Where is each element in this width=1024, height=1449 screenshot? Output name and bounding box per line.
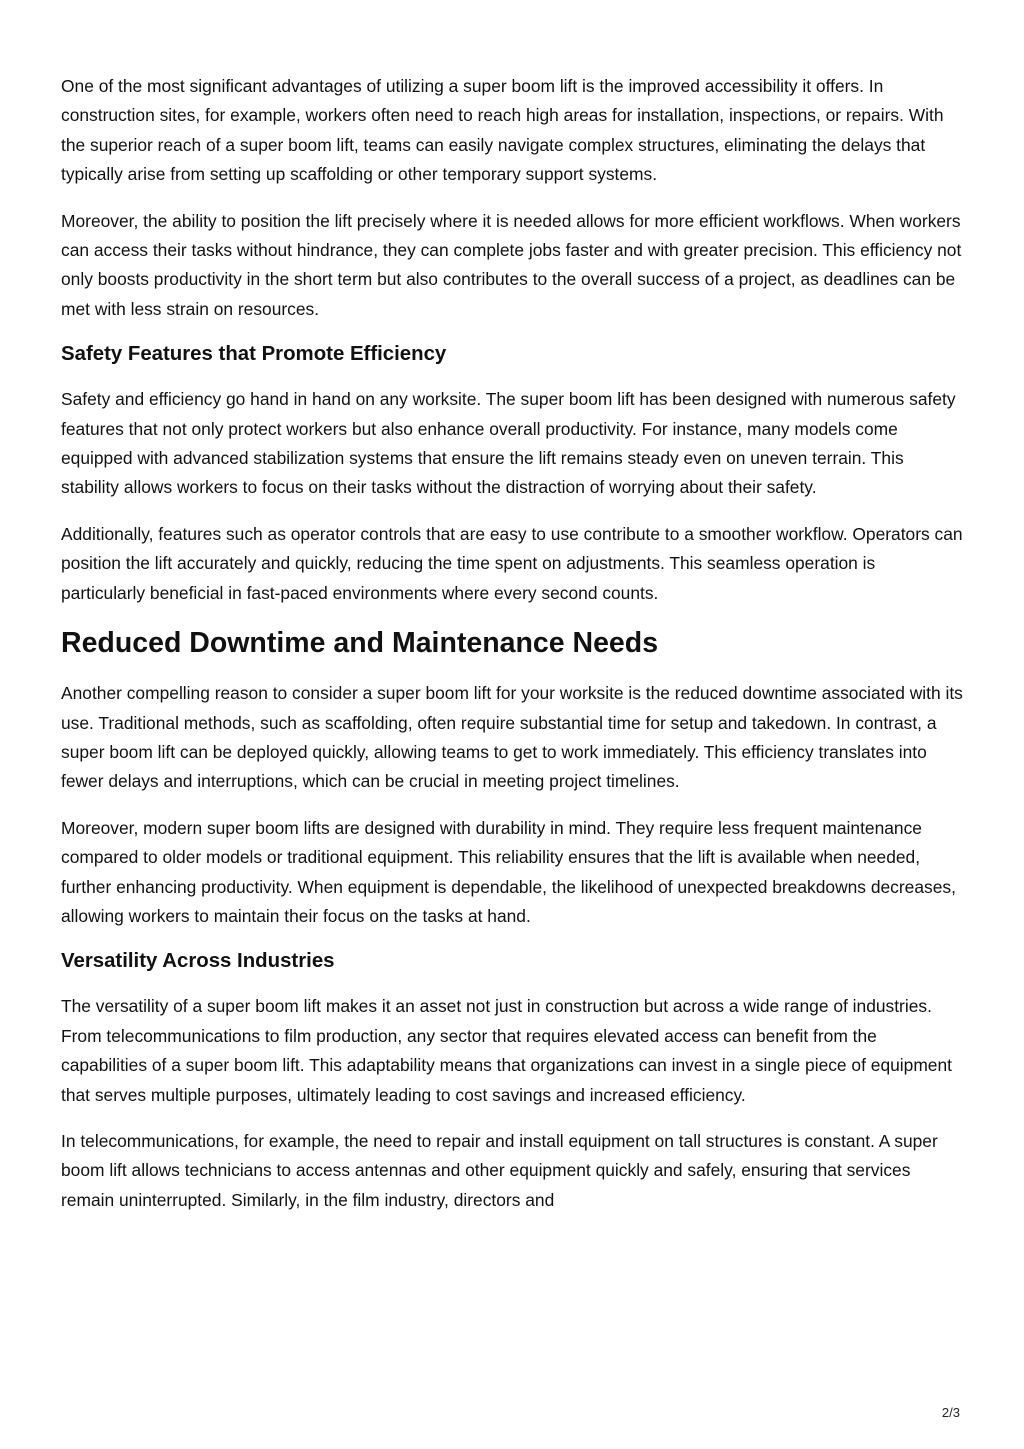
heading-safety-features: Safety Features that Promote Efficiency: [61, 343, 447, 366]
heading-versatility: Versatility Across Industries: [61, 950, 335, 973]
paragraph-operator-controls: Additionally, features such as operator controls that are easy to use contribute to a smoother workflow. Operators can position the lift accurately and quickly, reducing the time spent on adjustments. This seamless operation is particularly beneficial in fast-paced environments where every second counts.: [61, 523, 963, 603]
paragraph-safety: Safety and efficiency go hand in hand on any worksite. The super boom lift has been designed with numerous safety features that not only protect workers but also enhance overall productivity. For instance, many models come equipped with advanced stabilization systems that ensure the lift remains steady even on uneven terrain. This stability allows workers to focus on their tasks without the distraction of worrying about their safety.: [61, 389, 956, 498]
paragraph-versatility: The versatility of a super boom lift makes it an asset not just in construction but across a wide range of industries. From telecommunications to film production, any sector that requires elevated access can benefit from the capabilities of a super boom lift. This adaptability means that organizations can invest in a single piece of equipment that serves multiple purposes, ultimately leading to cost savings and increased efficiency.: [61, 996, 952, 1105]
paragraph-accessibility: One of the most significant advantages of utilizing a super boom lift is the improved accessibility it offers. In construction sites, for example, workers often need to reach high areas for installation, inspections, or repairs. With the superior reach of a super boom lift, teams can easily navigate complex structures, eliminating the delays that typically arise from setting up scaffolding or other temporary support systems.: [61, 76, 944, 185]
paragraph-telecommunications: In telecommunications, for example, the need to repair and install equipment on tall structures is constant. A super boom lift allows technicians to access antennas and other equipment quickly and safely, ensuring that services remain uninterrupted. Similarly, in the film industry, directors and: [61, 1130, 938, 1210]
page-number: 2/3: [941, 1405, 960, 1420]
document-body: [61, 72, 963, 1232]
paragraph-durability: Moreover, modern super boom lifts are designed with durability in mind. They require less frequent maintenance compared to older models or traditional equipment. This reliability ensures that the lift is available when needed, further enhancing productivity. When equipment is dependable, the likelihood of unexpected breakdowns decreases, allowing workers to maintain their focus on the tasks at hand.: [61, 817, 956, 926]
heading-reduced-downtime: Reduced Downtime and Maintenance Needs: [61, 627, 659, 660]
paragraph-workflows: Moreover, the ability to position the lift precisely where it is needed allows for more efficient workflows. When workers can access their tasks without hindrance, they can complete jobs faster and with greater precision. This efficiency not only boosts productivity in the short term but also contributes to the overall success of a project, as deadlines can be met with less strain on resources.: [61, 210, 962, 319]
paragraph-downtime: Another compelling reason to consider a super boom lift for your worksite is the reduced downtime associated with its use. Traditional methods, such as scaffolding, often require substantial time for setup and takedown. In contrast, a super boom lift can be deployed quickly, allowing teams to get to work immediately. This efficiency translates into fewer delays and interruptions, which can be crucial in meeting project timelines.: [61, 683, 963, 792]
